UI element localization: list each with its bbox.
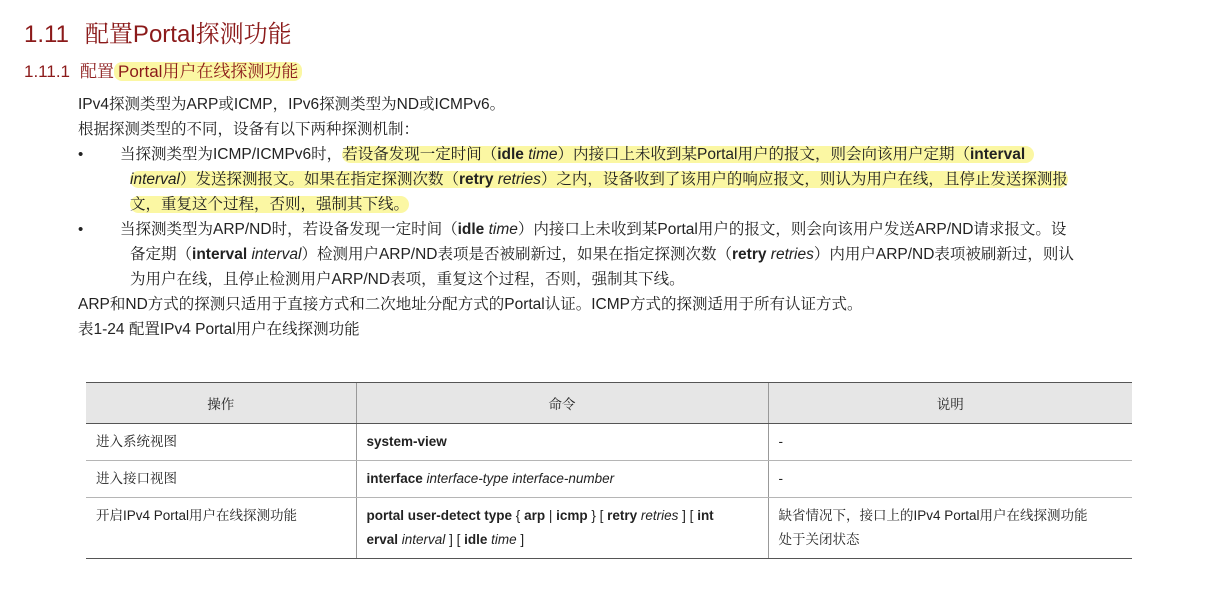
command-keyword: int	[697, 508, 714, 523]
body-content	[78, 92, 1198, 342]
keyword: retry	[732, 246, 767, 263]
keyword: retry	[458, 171, 494, 188]
table-caption: 表1-24 配置IPv4 Portal用户在线探测功能	[78, 321, 360, 338]
subsection-title-highlight: Portal用户在线探测功能	[114, 62, 302, 81]
keyword: idle	[457, 221, 485, 238]
table-row	[86, 461, 1132, 498]
command-keyword: portal user-detect type	[366, 508, 513, 523]
text: 当探测类型为ICMP/ICMPv6时，	[120, 146, 343, 163]
section-number: 1.11	[24, 21, 69, 48]
command-keyword: retry	[607, 508, 638, 523]
argument: time	[484, 221, 518, 238]
command-keyword: system-view	[366, 434, 447, 449]
cell-command	[356, 498, 768, 559]
table-row	[86, 424, 1132, 461]
subsection-heading	[24, 57, 302, 82]
cell-operation: 开启IPv4 Portal用户在线探测功能	[86, 498, 356, 559]
bullet-icmp	[78, 142, 1198, 217]
syntax: ] [	[678, 508, 698, 523]
text: ）之内，设备收到了该用户的响应报文，则认为用户在线，且停止发送探测报	[540, 171, 1068, 188]
command-keyword: idle	[464, 532, 488, 547]
table-header-row	[86, 383, 1132, 424]
intro-line-1: IPv4探测类型为ARP或ICMP，IPv6探测类型为ND或ICMPv6。	[78, 96, 506, 113]
keyword: idle	[497, 146, 524, 163]
command-argument: retries	[637, 508, 679, 523]
argument: retries	[493, 171, 541, 188]
command-keyword: arp	[524, 508, 546, 523]
text: ）内接口上未收到某Portal用户的报文，则会向该用户定期（	[557, 146, 970, 163]
bullet-dot: •	[78, 221, 84, 238]
command-line-1	[367, 504, 758, 528]
command-keyword: icmp	[556, 508, 588, 523]
command-argument: time	[487, 532, 517, 547]
text: 若设备发现一定时间（	[342, 146, 498, 163]
argument: retries	[766, 246, 814, 263]
cell-command	[356, 461, 768, 498]
bullet-arp	[78, 217, 1198, 292]
command-argument: interface-type interface-number	[422, 471, 615, 486]
text: 当探测类型为ARP/ND时，若设备发现一定时间（	[120, 221, 458, 238]
section-title: 配置Portal探测功能	[84, 21, 292, 48]
argument: time	[523, 146, 558, 163]
header-description: 说明	[768, 383, 1132, 424]
cell-operation: 进入系统视图	[86, 424, 356, 461]
header-command: 命令	[356, 383, 768, 424]
keyword: interval	[970, 146, 1026, 163]
bullet-arp-line-3: 为用户在线，且停止检测用户ARP/ND表项，重复这个过程，否则，强制其下线。	[130, 271, 685, 288]
table-row	[86, 498, 1132, 559]
bullet-icmp-line-2	[120, 167, 1198, 192]
syntax: ]	[516, 532, 525, 547]
cell-description: -	[768, 424, 1132, 461]
text: ）内接口上未收到某Portal用户的报文，则会向该用户发送ARP/ND请求报文。设	[517, 221, 1067, 238]
syntax: ] [	[445, 532, 465, 547]
cell-description: -	[768, 461, 1132, 498]
bullet-arp-line-2	[120, 242, 1198, 267]
text: 备定期（	[130, 246, 193, 263]
text: ）内用户ARP/ND表项被刷新过，则认	[813, 246, 1074, 263]
description-line-1: 缺省情况下，接口上的IPv4 Portal用户在线探测功能	[778, 508, 1088, 523]
text: ）发送探测报文。如果在指定探测次数（	[179, 171, 459, 188]
command-line-2	[367, 528, 758, 552]
header-operation: 操作	[86, 383, 356, 424]
highlight	[130, 171, 1068, 188]
subsection-number: 1.11.1	[24, 62, 71, 81]
description-line-2: 处于关闭状态	[778, 532, 860, 547]
argument: interval	[130, 171, 180, 188]
note-text: ARP和ND方式的探测只适用于直接方式和二次地址分配方式的Portal认证。ICMP方式的探测适用于所有认证方式。	[78, 296, 863, 313]
intro-line-2: 根据探测类型的不同，设备有以下两种探测机制：	[78, 121, 420, 138]
cell-command	[356, 424, 768, 461]
syntax: |	[545, 508, 557, 523]
argument: interval	[247, 246, 302, 263]
text: ）检测用户ARP/ND表项是否被刷新过，如果在指定探测次数（	[301, 246, 733, 263]
bullet-icmp-line-3	[120, 192, 1198, 217]
highlight: 文，重复这个过程，否则，强制其下线。	[130, 196, 410, 213]
command-keyword: interface	[366, 471, 423, 486]
command-table	[86, 382, 1132, 559]
bullet-icmp-line-1	[120, 142, 1198, 167]
section-heading	[24, 14, 292, 49]
bullet-arp-line-1	[120, 217, 1198, 242]
subsection-title-prefix: 配置	[80, 62, 115, 81]
cell-description	[768, 498, 1132, 559]
command-keyword: erval	[366, 532, 399, 547]
command-argument: interval	[398, 532, 446, 547]
syntax: {	[512, 508, 525, 523]
highlight	[342, 146, 1034, 163]
keyword: interval	[192, 246, 248, 263]
bullet-dot: •	[78, 146, 84, 163]
cell-operation: 进入接口视图	[86, 461, 356, 498]
syntax: } [	[587, 508, 608, 523]
